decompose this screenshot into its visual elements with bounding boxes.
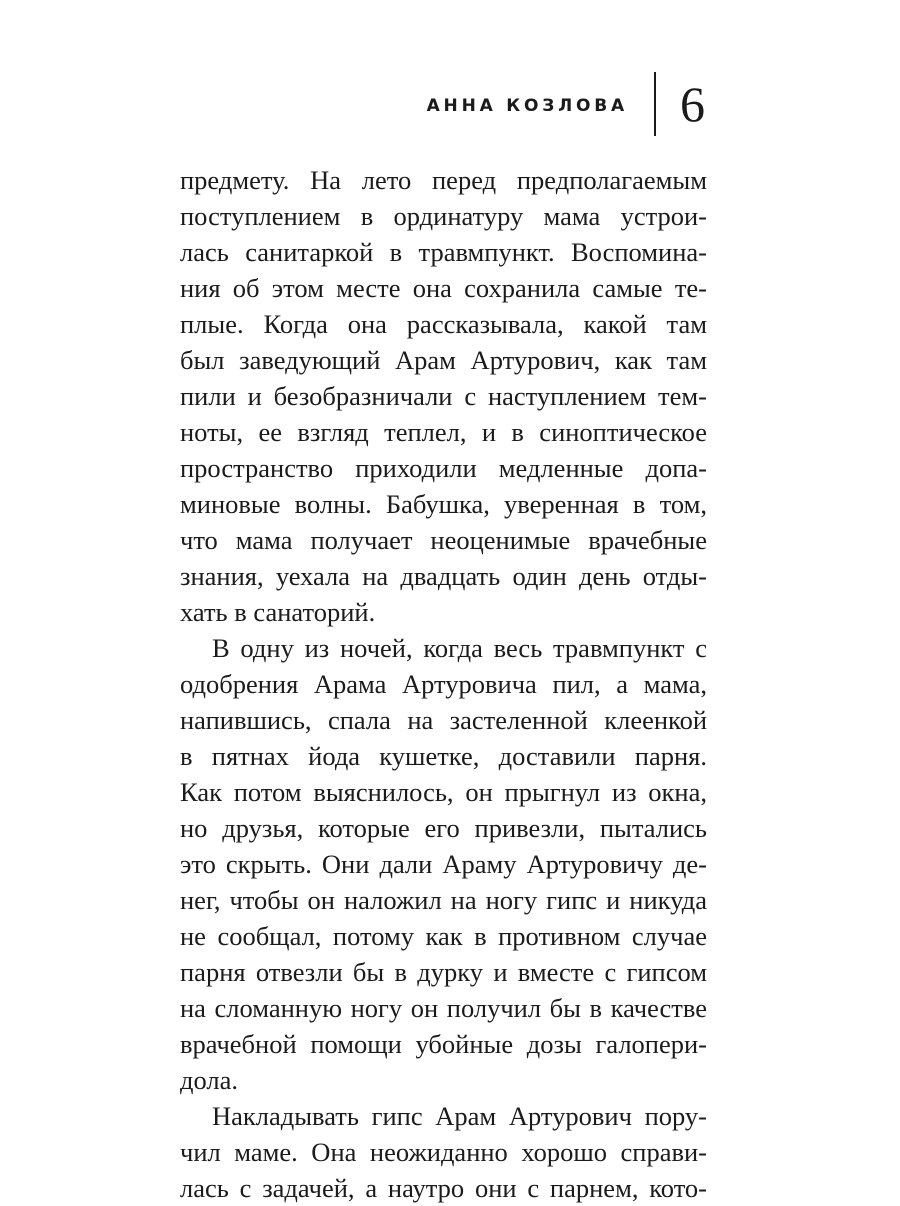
text-line: В одну из ночей, когда весь травмпункт с (212, 633, 707, 663)
text-line: лась с задачей, а наутро они с парнем, кото- (180, 1173, 707, 1203)
text-line: это скрыть. Они дали Араму Артуровичу де- (180, 849, 707, 879)
text-line: напившись, спала на застеленной клеенкой (180, 705, 707, 735)
page-number: 6 (680, 76, 705, 132)
text-line: чил маме. Она неожиданно хорошо справи- (180, 1137, 707, 1167)
text-line: дола. (180, 1065, 238, 1095)
text-line: в пятнах йода кушетке, доставили парня. (180, 741, 707, 771)
text-line: ния об этом месте она сохранила самые те- (180, 273, 707, 303)
author-name: АННА КОЗЛОВА (426, 96, 628, 116)
text-line: знания, уехала на двадцать один день отды- (180, 561, 707, 591)
text-line: предмету. На лето перед предполагаемым (180, 165, 707, 195)
text-line: парня отвезли бы в дурку и вместе с гипсом (180, 957, 707, 987)
running-head (427, 72, 705, 136)
text-line: Накладывать гипс Арам Артурович пору- (212, 1101, 707, 1131)
text-line: одобрения Арама Артуровича пил, а мама, (180, 669, 707, 699)
text-line: Как потом выяснилось, он прыгнул из окна, (180, 777, 707, 807)
text-line: миновые волны. Бабушка, уверенная в том, (180, 489, 707, 519)
text-line: нег, чтобы он наложил на ногу гипс и никуда (180, 885, 707, 915)
text-line: хать в санаторий. (180, 597, 376, 627)
text-line: не сообщал, потому как в противном случае (180, 921, 707, 951)
text-line: плые. Когда она рассказывала, какой там (180, 309, 707, 339)
text-line: пространство приходили медленные допа- (180, 453, 707, 483)
text-line: был заведующий Арам Артурович, как там (180, 345, 707, 375)
text-line: что мама получает неоценимые врачебные (180, 525, 707, 555)
text-line: на сломанную ногу он получил бы в качестве (180, 993, 707, 1023)
text-line: но друзья, которые его привезли, пытались (180, 813, 707, 843)
text-line: поступлением в ординатуру мама устрои- (180, 201, 707, 231)
text-line: ноты, ее взгляд теплел, и в синоптическое (180, 417, 707, 447)
text-line: лась санитаркой в травмпункт. Воспомина- (180, 237, 707, 267)
header-divider (654, 72, 656, 136)
page-body-text (180, 162, 707, 1206)
text-line: пили и безобразничали с наступлением тем- (180, 381, 707, 411)
text-line: врачебной помощи убойные дозы галопери- (180, 1029, 707, 1059)
